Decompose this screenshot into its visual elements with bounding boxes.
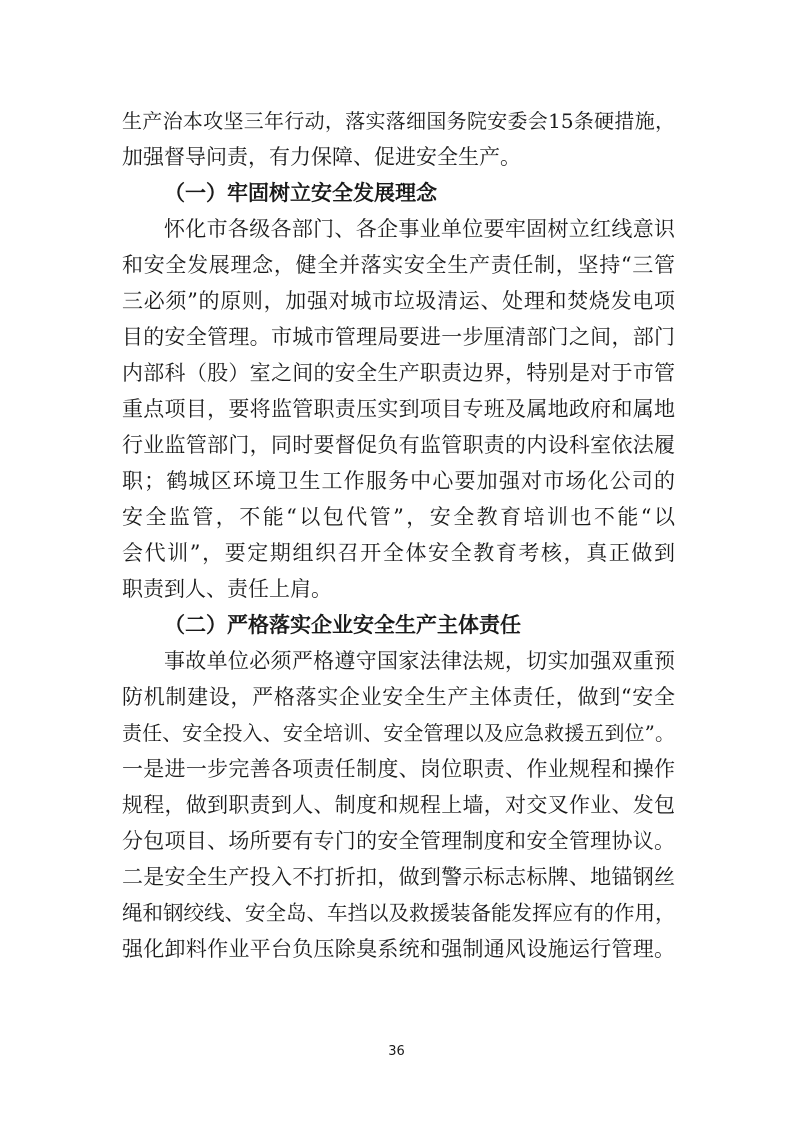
paragraph-line: 会代训”，要定期组织召开全体安全教育考核，真正做到	[122, 541, 675, 565]
page-number: 36	[388, 1044, 405, 1059]
paragraph-line: 怀化市各级各部门、各企事业单位要牢固树立红线意识	[164, 217, 675, 241]
paragraph-line: 加强督导问责，有力保障、促进安全生产。	[122, 145, 521, 169]
paragraph-line: 和安全发展理念，健全并落实安全生产责任制，坚持“三管	[122, 253, 675, 277]
paragraph-line: 职责到人、责任上肩。	[122, 577, 332, 601]
section-heading: （一）牢固树立安全发展理念	[164, 181, 437, 205]
paragraph-line: 防机制建设，严格落实企业安全生产主体责任，做到“安全	[122, 685, 675, 709]
paragraph-line: 事故单位必须严格遵守国家法律法规，切实加强双重预	[164, 649, 675, 673]
paragraph-line: 规程，做到职责到人、制度和规程上墙，对交叉作业、发包	[122, 793, 675, 817]
paragraph-line: 三必须”的原则，加强对城市垃圾清运、处理和焚烧发电项	[122, 289, 675, 313]
paragraph-line: 内部科（股）室之间的安全生产职责边界，特别是对于市管	[122, 361, 675, 385]
paragraph-line: 职；鹤城区环境卫生工作服务中心要加强对市场化公司的	[122, 469, 675, 493]
paragraph-line: 安全监管，不能“以包代管”，安全教育培训也不能“以	[122, 505, 675, 529]
paragraph-line: 行业监管部门，同时要督促负有监管职责的内设科室依法履	[122, 433, 675, 457]
paragraph-line: 重点项目，要将监管职责压实到项目专班及属地政府和属地	[122, 397, 675, 421]
paragraph-line: 二是安全生产投入不打折扣，做到警示标志标牌、地锚钢丝	[122, 865, 675, 889]
paragraph-line: 责任、安全投入、安全培训、安全管理以及应急救援五到位”。	[122, 721, 675, 745]
paragraph-line: 强化卸料作业平台负压除臭系统和强制通风设施运行管理。	[122, 937, 675, 961]
section-heading: （二）严格落实企业安全生产主体责任	[164, 613, 521, 637]
paragraph-line: 绳和钢绞线、安全岛、车挡以及救援装备能发挥应有的作用，	[122, 901, 676, 925]
paragraph-line: 目的安全管理。市城市管理局要进一步厘清部门之间，部门	[122, 325, 675, 349]
paragraph-line: 生产治本攻坚三年行动，落实落细国务院安委会15条硬措施，	[122, 109, 675, 133]
paragraph-line: 分包项目、场所要有专门的安全管理制度和安全管理协议。	[122, 829, 675, 853]
paragraph-line: 一是进一步完善各项责任制度、岗位职责、作业规程和操作	[122, 757, 675, 781]
